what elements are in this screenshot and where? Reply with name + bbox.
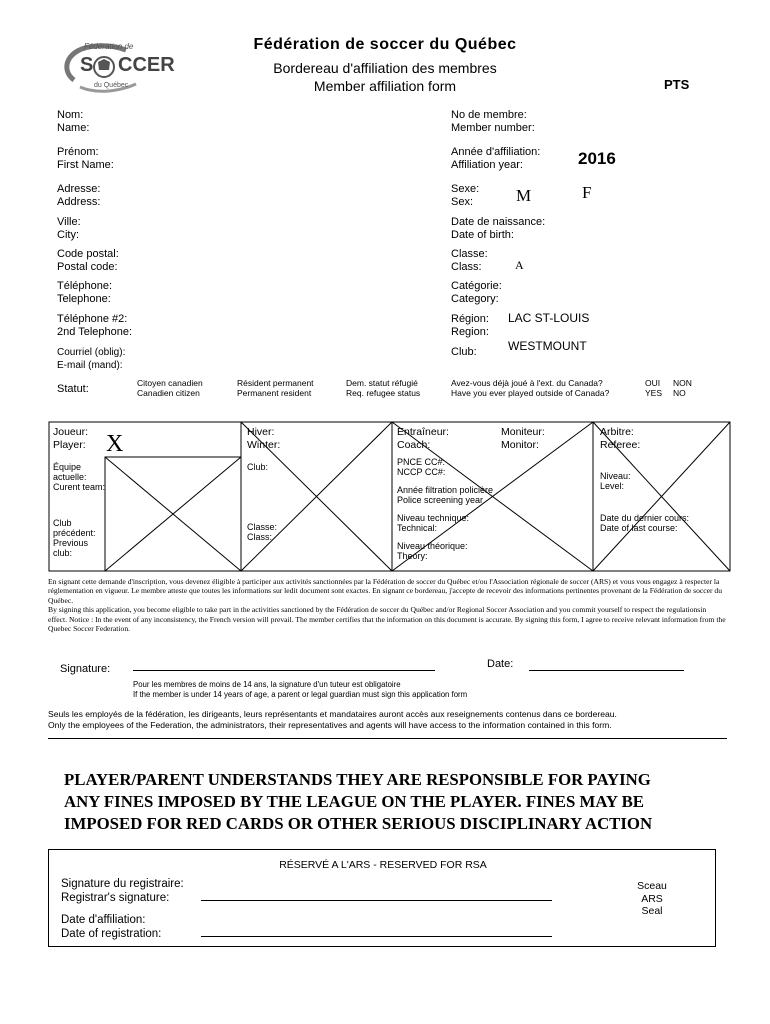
date-line[interactable] <box>529 670 684 671</box>
value-class: A <box>515 258 524 272</box>
statut-resident[interactable]: Résident permanent Permanent resident <box>237 378 314 398</box>
current-team-label: Équipe actuelle: Curent team: <box>53 462 106 492</box>
value-region: LAC ST-LOUIS <box>508 311 590 325</box>
outside-canada-question: Avez-vous déjà joué à l'ext. du Canada? Have you ever played outside of Canada? <box>451 378 610 398</box>
value-sex-f: F <box>582 183 592 202</box>
field-ville[interactable]: Ville: City: <box>57 216 81 241</box>
registration-date-line[interactable] <box>201 936 552 937</box>
field-prenom[interactable]: Prénom: First Name: <box>57 146 114 171</box>
role-winter[interactable]: Hiver: Winter: <box>247 426 281 451</box>
legal-text-fr: En signant cette demande d'inscription, vous devenez éligible à participer aux activités sanctionnées par la Fédération de soccer du Québec et/ou l'Association régionale de soccer (ARS) et vous vous engagez à respecter la réglementation en vigueur. Le membre atteste que toutes les informations sur ledit document sont exactes. En signant ce bordereau, j'accepte de recevoir des informations pertinentes provenant de la Fédération de soccer du Québec. <box>48 577 723 605</box>
field-region[interactable]: Région: Region: <box>451 313 489 338</box>
value-sex-m: M <box>516 186 532 205</box>
registrar-signature-line[interactable] <box>201 900 552 901</box>
last-course-label: Date du dernier cours: Date of last course: <box>600 513 690 533</box>
registration-date-label: Date d'affiliation: Date of registration: <box>61 914 162 940</box>
subtitle-en: Member affiliation form <box>313 78 457 94</box>
role-referee[interactable]: Arbitre: Referee: <box>600 426 641 451</box>
answer-yes[interactable]: OUI YES <box>645 378 663 398</box>
police-screening-label: Année filtration policière Police screening year <box>397 485 494 505</box>
field-courriel[interactable]: Courriel (oblig): E-mail (mand): <box>57 347 126 371</box>
field-dob[interactable]: Date de naissance: Date of birth: <box>451 216 546 241</box>
field-sexe[interactable]: Sexe: Sex: <box>451 183 480 208</box>
field-categorie[interactable]: Catégorie: Category: <box>451 280 502 305</box>
value-year: 2016 <box>578 149 616 168</box>
registrar-signature-label: Signature du registraire: Registrar's signature: <box>61 878 184 904</box>
signature-line[interactable] <box>133 670 435 671</box>
previous-club-label: Club précédent: Previous club: <box>53 518 96 558</box>
role-monitor[interactable]: Moniteur: Monitor: <box>501 426 545 451</box>
statut-refugee[interactable]: Dem. statut réfugié Req. refugee status <box>346 378 421 398</box>
privacy-divider <box>48 738 727 739</box>
field-code-postal[interactable]: Code postal: Postal code: <box>57 248 119 273</box>
referee-level-label: Niveau: Level: <box>600 471 631 491</box>
pts-label: PTS <box>664 77 690 92</box>
value-club: WESTMOUNT <box>508 339 587 353</box>
winter-club-label: Club: <box>247 462 269 472</box>
legal-text-en: By signing this application, you become eligible to take part in the activities sanctioned by the Fédération de soccer du Québec and/or Regional Soccer Association and you commit yourself to respect the regulationsin effect. Notice : In the event of any inconsistency, the French version will prevail. The member certifies that the information on this document is accurate. By signing this form, I agree to receive relevant information from the Quebec Soccer Federation. <box>48 605 726 634</box>
logo-top-text: Fédération de <box>84 42 134 51</box>
logo-s: S <box>80 54 94 76</box>
statut-label: Statut: <box>57 383 89 395</box>
field-telephone2[interactable]: Téléphone #2: 2nd Telephone: <box>57 313 133 338</box>
logo-bottom-text: du Québec <box>94 82 129 89</box>
field-member-no[interactable]: No de membre: Member number: <box>451 109 535 134</box>
field-adresse[interactable]: Adresse: Address: <box>57 183 101 208</box>
field-club[interactable]: Club: <box>451 346 477 358</box>
nccp-label: PNCE CC#: NCCP CC#: <box>397 457 446 477</box>
seal-label: Sceau ARS Seal <box>637 880 667 917</box>
fines-notice: PLAYER/PARENT UNDERSTANDS THEY ARE RESPONSIBLE FOR PAYING ANY FINES IMPOSED BY THE LEAGUE ON THE PLAYER. FINES MAY BE IMPOSED FOR RED CARDS OR OTHER SERIOUS DISCIPLINARY ACTION <box>64 770 653 833</box>
legal-text <box>48 577 726 633</box>
field-annee[interactable]: Année d'affiliation: Affiliation year: <box>451 146 541 171</box>
technical-level-label: Niveau technique: Technical: <box>397 513 470 533</box>
subtitle-fr: Bordereau d'affiliation des membres <box>273 60 497 76</box>
field-classe[interactable]: Classe: Class: <box>451 248 488 273</box>
winter-class-label: Classe: Class: <box>247 522 278 542</box>
theory-level-label: Niveau théorique: Theory: <box>397 541 468 561</box>
privacy-notice: Seuls les employés de la fédération, les dirigeants, leurs représentants et mandataires auront accès aux reseignements contenus dans ce bordereau. Only the employees of the Federation, the administrators, their representatives and agents will have access to the information contained in this form. <box>48 709 617 730</box>
reserved-title: RÉSERVÉ A L'ARS - RESERVED FOR RSA <box>279 859 487 871</box>
guardian-note: Pour les membres de moins de 14 ans, la signature d'un tuteur est obligatoire If the member is under 14 years of age, a parent or legal guardian must sign this application form <box>133 680 468 699</box>
field-telephone[interactable]: Téléphone: Telephone: <box>57 280 113 305</box>
field-nom[interactable]: Nom: Name: <box>57 109 90 134</box>
date-label: Date: <box>487 658 514 670</box>
statut-citizen[interactable]: Citoyen canadien Canadien citizen <box>137 378 203 398</box>
role-coach[interactable]: Entraîneur: Coach: <box>397 426 449 451</box>
org-title: Fédération de soccer du Québec <box>253 36 517 53</box>
player-mark: X <box>106 431 124 457</box>
signature-label: Signature: <box>60 663 111 675</box>
logo-ccer: CCER <box>118 54 175 76</box>
answer-no[interactable]: NON NO <box>673 378 692 398</box>
role-player[interactable]: Joueur: Player: <box>53 426 89 451</box>
